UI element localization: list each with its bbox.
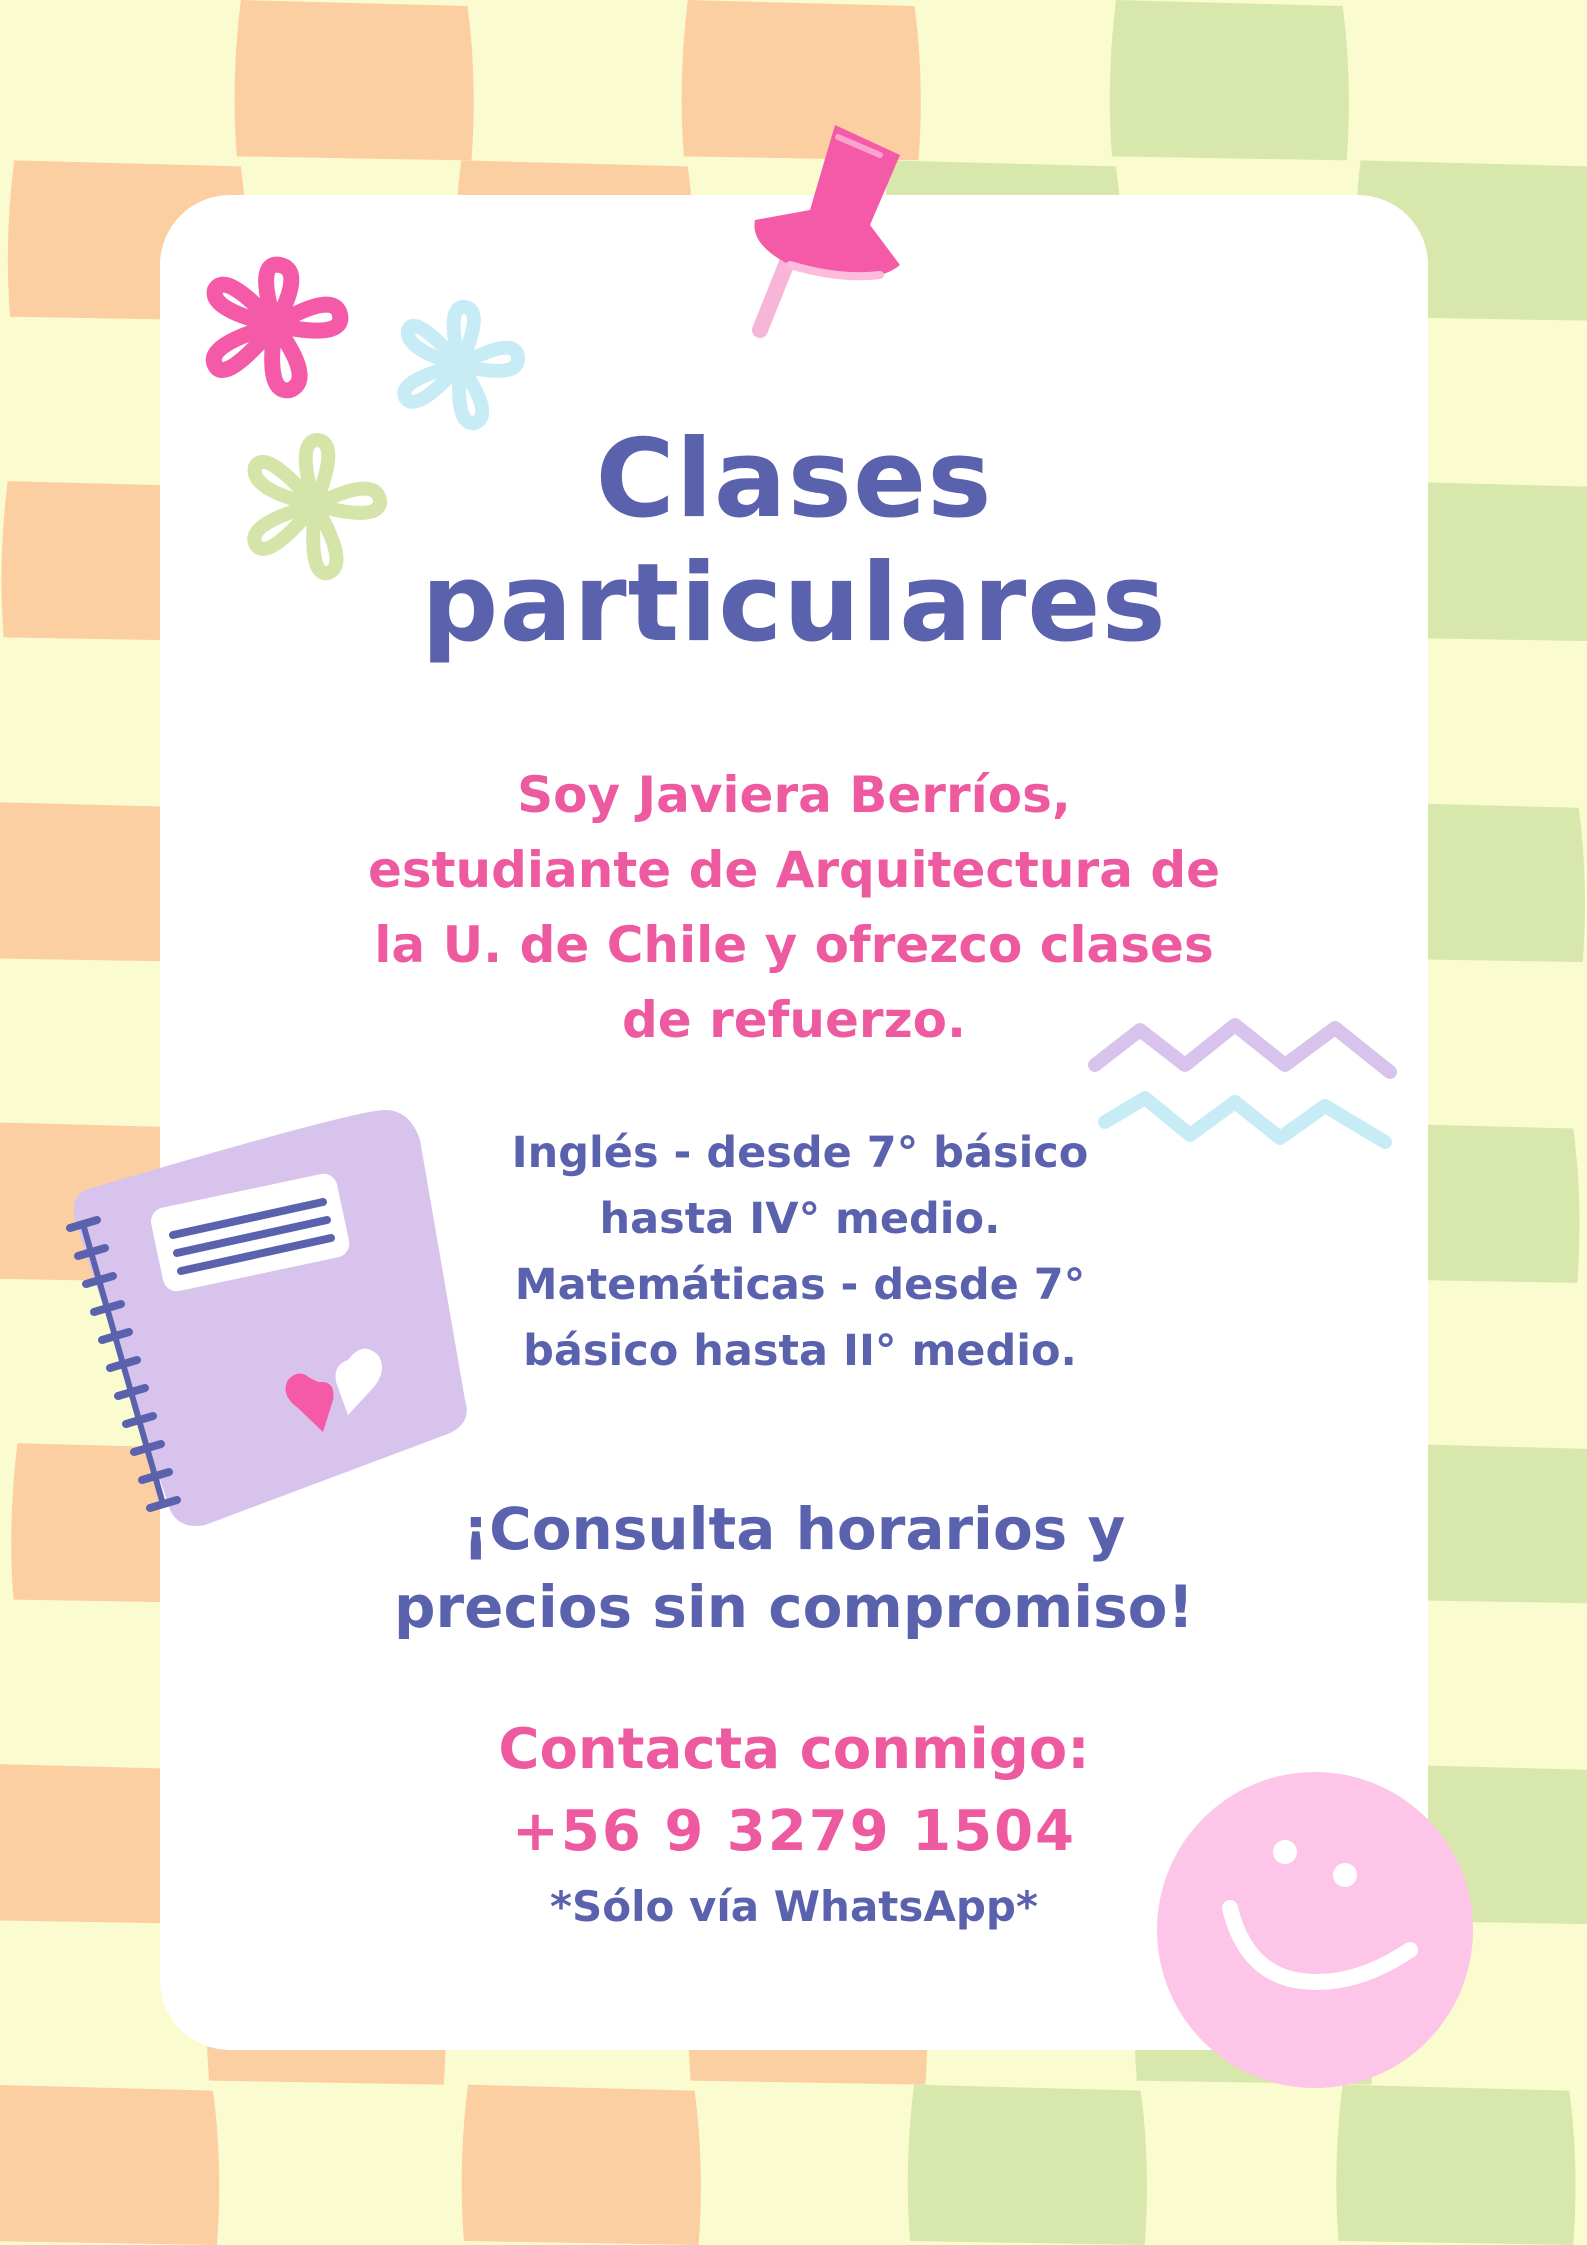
intro-line: la U. de Chile y ofrezco clases — [374, 916, 1214, 974]
background-check — [1336, 2085, 1575, 2245]
subjects-list — [420, 1120, 1180, 1384]
title-line: Clases — [595, 417, 993, 542]
flower-icon — [390, 295, 530, 435]
contact-label: Contacta conmigo: — [498, 1717, 1090, 1782]
whatsapp-note: *Sólo vía WhatsApp* — [550, 1882, 1038, 1931]
background-check — [462, 2085, 701, 2245]
flower-icon — [195, 250, 355, 400]
title-line: particulares — [421, 541, 1167, 666]
page-title — [160, 418, 1428, 666]
background-check — [908, 2085, 1147, 2245]
notebook-icon — [55, 1090, 475, 1530]
subject-line: Inglés - desde 7° básico — [511, 1128, 1089, 1178]
cta-line: precios sin compromiso! — [394, 1573, 1194, 1641]
intro-line: estudiante de Arquitectura de — [367, 841, 1221, 899]
background-check — [1110, 0, 1349, 160]
background-check — [0, 2085, 219, 2245]
cta-line: ¡Consulta horarios y — [462, 1495, 1126, 1563]
intro-line: Soy Javiera Berríos, — [517, 766, 1071, 824]
subject-line: básico hasta II° medio. — [523, 1326, 1077, 1376]
call-to-action — [160, 1490, 1428, 1646]
background-check — [235, 0, 474, 160]
intro-paragraph — [160, 758, 1428, 1058]
heart-icon — [278, 1340, 388, 1440]
push-pin-icon — [730, 115, 920, 345]
phone-number: +56 9 3279 1504 — [511, 1799, 1077, 1864]
subject-line: Matemáticas - desde 7° — [514, 1260, 1086, 1310]
subject-line: hasta IV° medio. — [599, 1194, 1001, 1244]
intro-line: de refuerzo. — [621, 991, 967, 1049]
